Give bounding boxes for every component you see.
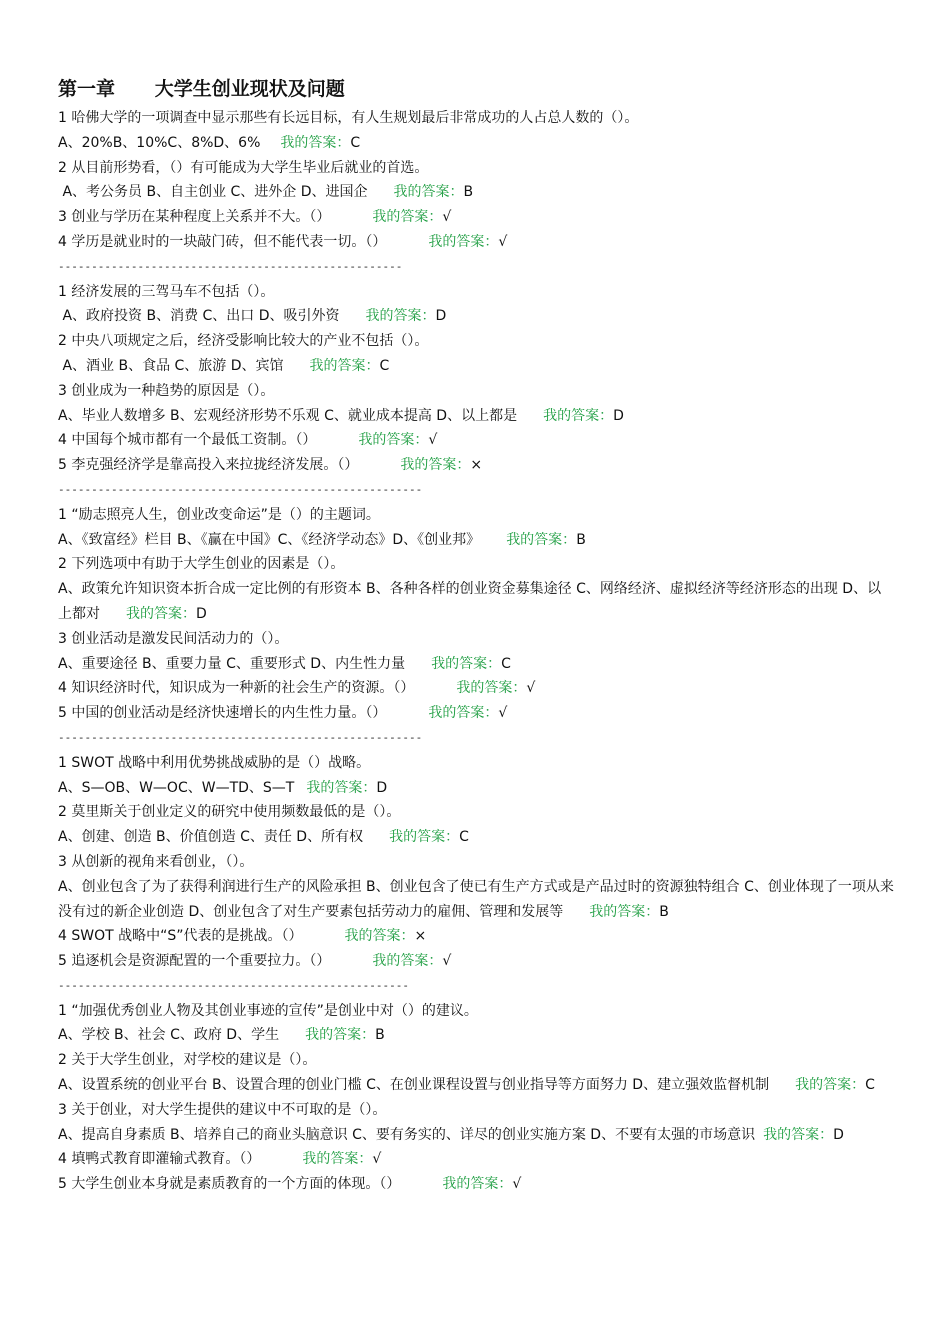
my-answer-value: D <box>435 308 447 325</box>
question-text: 3 创业成为一种趋势的原因是（）。 <box>58 382 275 399</box>
question-line <box>58 999 894 1024</box>
answer-line <box>58 131 894 156</box>
answer-line <box>58 577 894 627</box>
question-text: 3 关于创业，对大学生提供的建议中不可取的是（）。 <box>58 1101 387 1118</box>
question-text: 2 莫里斯关于创业定义的研究中使用频数最低的是（）。 <box>58 804 401 821</box>
my-answer-label: 我的答案： <box>365 308 436 325</box>
question-line <box>58 280 894 305</box>
answer-line <box>58 825 894 850</box>
answer-line <box>58 428 894 453</box>
my-answer-label: 我的答案： <box>763 1126 834 1143</box>
question-line <box>58 156 894 181</box>
my-answer-label: 我的答案： <box>372 209 443 226</box>
my-answer-value: C <box>379 357 390 374</box>
answer-line <box>58 205 894 230</box>
my-answer-value: B <box>463 184 474 201</box>
my-answer-label: 我的答案： <box>428 233 499 250</box>
my-answer-value: √ <box>498 233 508 250</box>
question-text: 1 经济发展的三驾马车不包括（）。 <box>58 283 275 300</box>
my-answer-value: C <box>459 829 469 846</box>
my-answer-label: 我的答案： <box>795 1077 866 1094</box>
my-answer-label: 我的答案： <box>126 605 196 622</box>
question-text: 2 下列选项中有助于大学生创业的因素是（）。 <box>58 556 345 573</box>
my-answer-label: 我的答案： <box>372 953 443 970</box>
my-answer-label: 我的答案： <box>389 829 460 846</box>
question-text: 3 创业与学历在某种程度上关系并不大。（） <box>58 209 331 226</box>
question-text: 1 “励志照亮人生，创业改变命运”是（）的主题词。 <box>58 506 380 523</box>
question-text: 1 “加强优秀创业人物及其创业事迹的宣传”是创业中对（）的建议。 <box>58 1002 478 1019</box>
my-answer-label: 我的答案： <box>302 1151 373 1168</box>
my-answer-value: D <box>376 779 388 796</box>
question-text: A、政府投资 B、消费 C、出口 D、吸引外资 <box>58 308 340 325</box>
my-answer-label: 我的答案： <box>442 1176 513 1193</box>
question-text: A、考公务员 B、自主创业 C、进外企 D、进国企 <box>58 184 368 201</box>
my-answer-label: 我的答案： <box>280 134 351 151</box>
question-text: A、创建、创造 B、价值创造 C、责任 D、所有权 <box>58 829 364 846</box>
chapter-title: 第一章 大学生创业现状及问题 <box>58 78 345 100</box>
question-text: 4 中国每个城市都有一个最低工资制。（） <box>58 432 317 449</box>
answer-line <box>58 1147 894 1172</box>
my-answer-value: B <box>659 903 669 920</box>
question-line <box>58 106 894 131</box>
question-line <box>58 503 894 528</box>
my-answer-label: 我的答案： <box>344 928 415 945</box>
my-answer-value: C <box>865 1077 875 1094</box>
my-answer-label: 我的答案： <box>400 457 471 474</box>
question-text: 1 SWOT 战略中利用优势挑战威胁的是（）战略。 <box>58 754 371 771</box>
question-text: 3 创业活动是激发民间活动力的（）。 <box>58 630 289 647</box>
question-text: A、提高自身素质 B、培养自己的商业头脑意识 C、要有务实的、详尽的创业实施方案 D、不要有太强的市场意识 <box>58 1126 756 1143</box>
question-text: A、设置系统的创业平台 B、设置合理的创业门槛 C、在创业课程设置与创业指导等方面努力 D、建立强效监督机制 <box>58 1077 770 1094</box>
my-answer-value: √ <box>526 680 536 697</box>
question-text: 5 追逐机会是资源配置的一个重要拉力。（） <box>58 953 331 970</box>
answer-line <box>58 701 894 726</box>
section-separator: ---------------------------------------------------- <box>58 259 403 273</box>
my-answer-value: D <box>196 605 207 622</box>
answer-line <box>58 776 894 801</box>
my-answer-label: 我的答案： <box>543 407 614 424</box>
answer-line <box>58 404 894 429</box>
my-answer-label: 我的答案： <box>431 655 502 672</box>
my-answer-label: 我的答案： <box>309 357 380 374</box>
my-answer-value: B <box>576 531 586 548</box>
question-text: A、《致富经》栏目 B、《赢在中国》C、《经济学动态》D、《创业邦》 <box>58 531 481 548</box>
question-text: A、20%B、10%C、8%D、6% <box>58 134 261 151</box>
my-answer-label: 我的答案： <box>428 705 499 722</box>
question-text: 2 关于大学生创业，对学校的建议是（）。 <box>58 1052 317 1069</box>
question-text: 3 从创新的视角来看创业，（）。 <box>58 853 254 870</box>
answer-line <box>58 875 894 925</box>
answer-line <box>58 528 894 553</box>
answer-line <box>58 924 894 949</box>
question-text: 5 中国的创业活动是经济快速增长的内生性力量。（） <box>58 705 387 722</box>
question-text: 4 填鸭式教育即灌输式教育。（） <box>58 1151 261 1168</box>
answer-line <box>58 949 894 974</box>
section-separator: ----------------------------------------------------- <box>58 978 409 992</box>
answer-line <box>58 180 894 205</box>
my-answer-value: C <box>501 655 511 672</box>
question-text: A、学校 B、社会 C、政府 D、学生 <box>58 1027 280 1044</box>
question-text: 5 李克强经济学是靠高投入来拉拢经济发展。（） <box>58 457 359 474</box>
answer-line <box>58 354 894 379</box>
my-answer-value: √ <box>512 1176 522 1193</box>
my-answer-value: √ <box>428 432 438 449</box>
my-answer-value: B <box>375 1027 385 1044</box>
answer-line <box>58 1172 894 1197</box>
my-answer-value: C <box>350 134 361 151</box>
question-text: 5 大学生创业本身就是素质教育的一个方面的体现。（） <box>58 1176 401 1193</box>
my-answer-value: D <box>833 1126 844 1143</box>
question-line <box>58 627 894 652</box>
my-answer-value: × <box>470 457 483 474</box>
question-text: 4 知识经济时代，知识成为一种新的社会生产的资源。（） <box>58 680 415 697</box>
my-answer-value: D <box>613 407 624 424</box>
my-answer-label: 我的答案： <box>306 779 377 796</box>
my-answer-value: √ <box>442 209 452 226</box>
my-answer-label: 我的答案： <box>456 680 527 697</box>
my-answer-value: √ <box>442 953 452 970</box>
answer-line <box>58 1123 894 1148</box>
question-line <box>58 552 894 577</box>
question-line <box>58 379 894 404</box>
question-text: 4 SWOT 战略中“S”代表的是挑战。（） <box>58 928 303 945</box>
answer-line <box>58 652 894 677</box>
question-text: 2 中央八项规定之后，经济受影响比较大的产业不包括（）。 <box>58 333 429 350</box>
answer-line <box>58 1023 894 1048</box>
answer-line <box>58 1073 894 1098</box>
my-answer-value: √ <box>498 705 508 722</box>
section-separator: ------------------------------------------------------- <box>58 730 423 744</box>
question-line <box>58 1098 894 1123</box>
my-answer-label: 我的答案： <box>305 1027 376 1044</box>
question-line <box>58 329 894 354</box>
question-text: A、重要途径 B、重要力量 C、重要形式 D、内生性力量 <box>58 655 406 672</box>
answer-line <box>58 230 894 255</box>
question-line <box>58 850 894 875</box>
question-list <box>58 106 894 1197</box>
question-text: 4 学历是就业时的一块敲门砖，但不能代表一切。（） <box>58 233 387 250</box>
question-text: A、毕业人数增多 B、宏观经济形势不乐观 C、就业成本提高 D、以上都是 <box>58 407 518 424</box>
question-text: A、S—OB、W—OC、W—TD、S—T <box>58 779 295 796</box>
question-text: A、创业包含了为了获得利润进行生产的风险承担 B、创业包含了使已有生产方式或是产品过时的资源独特组合 C、创业体现了一项从来没有过的新企业创造 D、创业包含了对生产要素包括劳动力的雇佣、管理和发展等 <box>58 878 894 920</box>
my-answer-value: √ <box>372 1151 382 1168</box>
my-answer-label: 我的答案： <box>589 903 660 920</box>
my-answer-label: 我的答案： <box>358 432 429 449</box>
my-answer-label: 我的答案： <box>506 531 577 548</box>
answer-line <box>58 453 894 478</box>
question-line <box>58 751 894 776</box>
question-text: 2 从目前形势看，（）有可能成为大学生毕业后就业的首选。 <box>58 159 429 176</box>
section-separator: ------------------------------------------------------- <box>58 482 423 496</box>
answer-line <box>58 676 894 701</box>
question-text: A、酒业 B、食品 C、旅游 D、宾馆 <box>58 357 284 374</box>
question-line <box>58 1048 894 1073</box>
answer-line <box>58 304 894 329</box>
question-text: 1 哈佛大学的一项调查中显示那些有长远目标，有人生规划最后非常成功的人占总人数的（）。 <box>58 110 639 126</box>
question-line <box>58 800 894 825</box>
question-text: A、政策允许知识资本折合成一定比例的有形资本 B、各种各样的创业资金募集途径 C、网络经济、虚拟经济等经济形态的出现 D、以上都对 <box>58 581 882 622</box>
my-answer-value: × <box>414 928 427 945</box>
my-answer-label: 我的答案： <box>393 184 464 201</box>
